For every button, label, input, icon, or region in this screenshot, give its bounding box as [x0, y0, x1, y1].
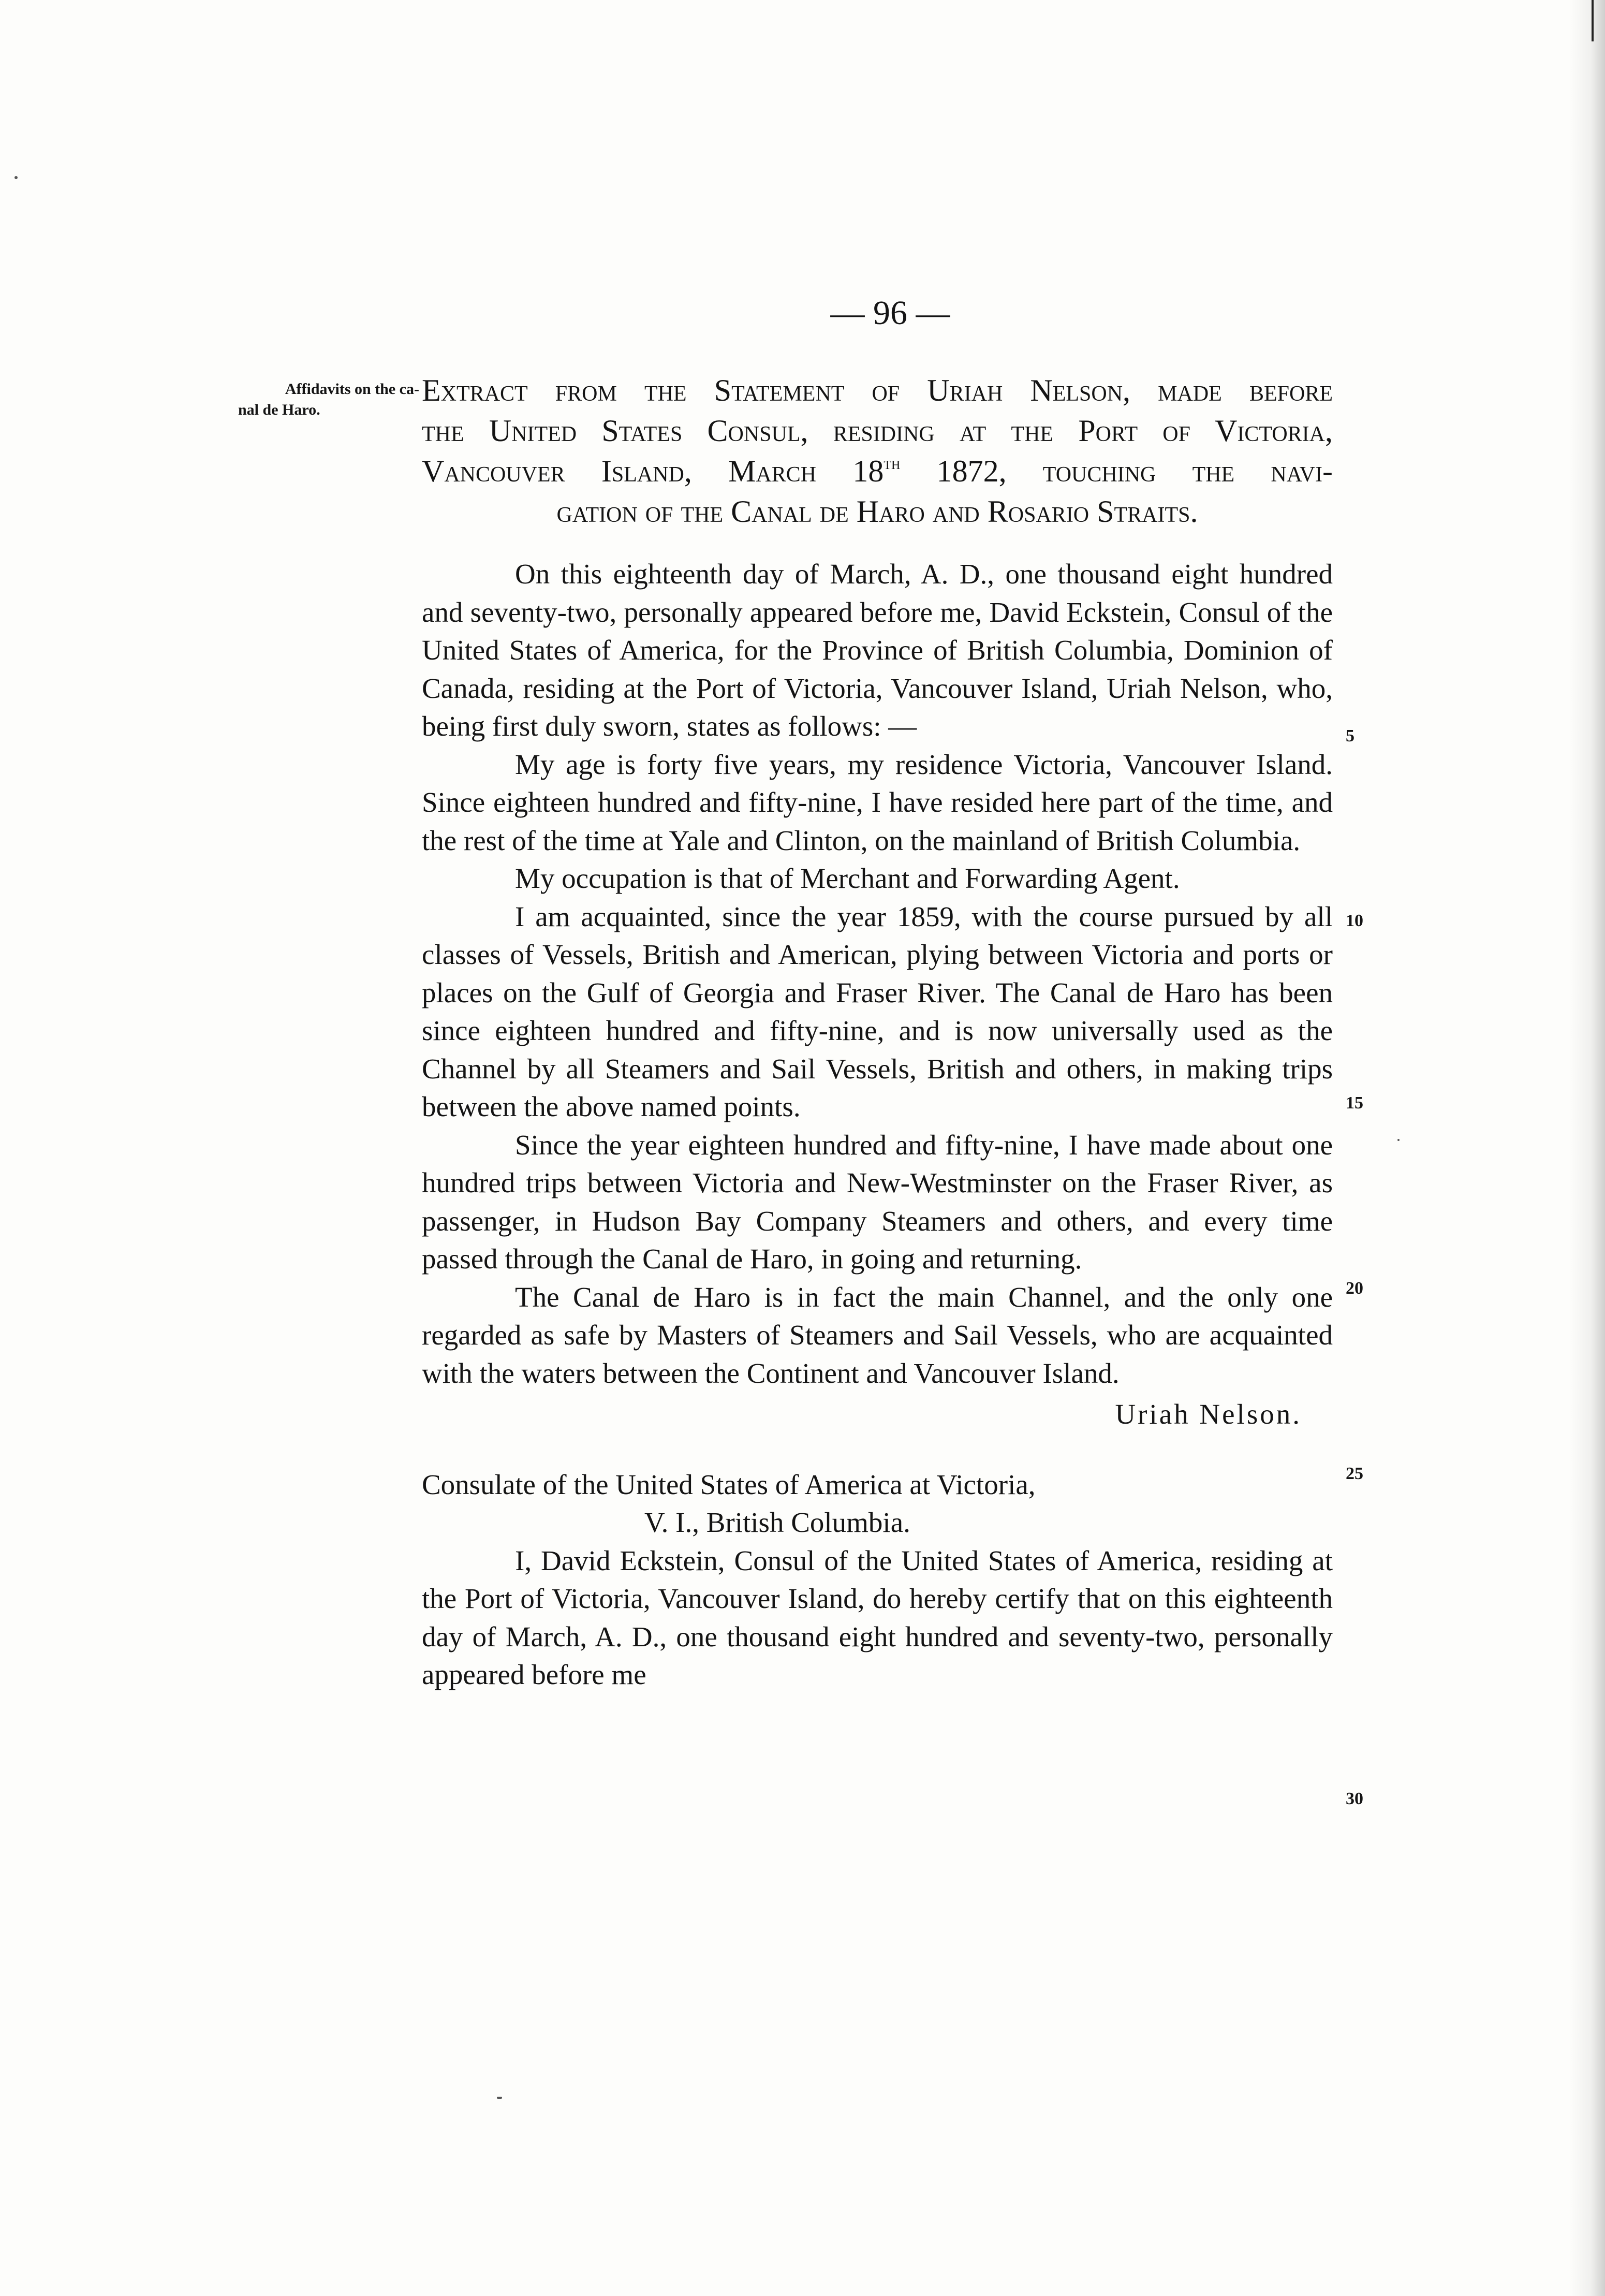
page-number: — 96 — — [830, 294, 950, 332]
consulate-address — [422, 1466, 1333, 1542]
consulate-line-1: Consulate of the United States of America at Victoria, — [422, 1468, 1036, 1500]
line-number-20: 20 — [1346, 1279, 1363, 1298]
scan-edge-shadow — [1569, 0, 1605, 2296]
margin-note — [217, 379, 419, 420]
paragraph-2: My age is forty five years, my residence Victoria, Vancouver Island. Since eighteen hundred and fifty-nine, I have resided here part of the time, and the rest of the time at Yale and Clinton, on the mainland of British Columbia. — [422, 748, 1333, 856]
scan-edge-mark — [1592, 0, 1594, 41]
heading-line-3 — [422, 451, 1333, 491]
paragraph-5: Since the year eighteen hundred and fifty-nine, I have made about one hundred trips between Victoria and New-Westminster on the Fraser River, as passenger, in Hudson Bay Company Steamers and others, and every time passed through the Canal de Haro, in going and returning. — [422, 1129, 1333, 1275]
heading-line-3-start: Vancouver Island, March 18 — [422, 454, 884, 488]
line-number-5: 5 — [1346, 726, 1354, 745]
document-heading — [422, 370, 1333, 532]
paragraph-3: My occupation is that of Merchant and Forwarding Agent. — [515, 862, 1180, 894]
margin-note-line-2: nal de Haro. — [238, 401, 320, 418]
paragraph-4: I am acquainted, since the year 1859, with the course pursued by all classes of Vessels, British and American, plying between Victoria and ports or places on the Gulf of Georgia and Fraser River. The Canal de Haro has been since eighteen hundred and fifty-nine, and is now universally used as the Channel by all Steamers and Sail Vessels, British and others, in making trips between the above named points. — [422, 900, 1333, 1122]
line-number-30: 30 — [1346, 1789, 1363, 1808]
scan-speck — [1397, 1139, 1400, 1141]
margin-note-line-1: Affidavits on the ca- — [285, 381, 419, 398]
heading-line-2: the United States Consul, residing at the Port of Victoria, — [422, 414, 1333, 448]
scan-speck — [14, 176, 18, 179]
heading-line-4: gation of the Canal de Haro and Rosario Straits. — [556, 494, 1198, 529]
line-number-15: 15 — [1346, 1093, 1363, 1113]
consulate-line-2: V. I., British Columbia. — [644, 1507, 910, 1538]
document-body — [422, 555, 1333, 1694]
scan-speck — [497, 2097, 502, 2099]
line-number-25: 25 — [1346, 1464, 1363, 1483]
paragraph-6: The Canal de Haro is in fact the main Channel, and the only one regarded as safe by Masters of Steamers and Sail Vessels, who are acquainted with the waters between the Continent and Vancouver Island. — [422, 1281, 1333, 1389]
line-number-10: 10 — [1346, 911, 1363, 930]
heading-superscript: th — [884, 454, 901, 473]
heading-line-1: Extract from the Statement of Uriah Nelson, made before — [422, 373, 1333, 407]
signature: Uriah Nelson. — [1115, 1398, 1302, 1430]
paragraph-1: On this eighteenth day of March, A. D., one thousand eight hundred and seventy-two, personally appeared before me, David Eckstein, Consul of the United States of America, for the Province of British Columbia, Dominion of Canada, residing at the Port of Victoria, Vancouver Island, Uriah Nelson, who, being first duly sworn, states as follows: — — [422, 558, 1333, 742]
certificate-paragraph: I, David Eckstein, Consul of the United States of America, residing at the Port of Victoria, Vancouver Island, do hereby certify that on this eighteenth day of March, A. D., one thousand eight hundred and seventy-two, personally appeared before me — [422, 1544, 1333, 1690]
heading-line-3-end: 1872, touching the navi- — [900, 454, 1333, 488]
